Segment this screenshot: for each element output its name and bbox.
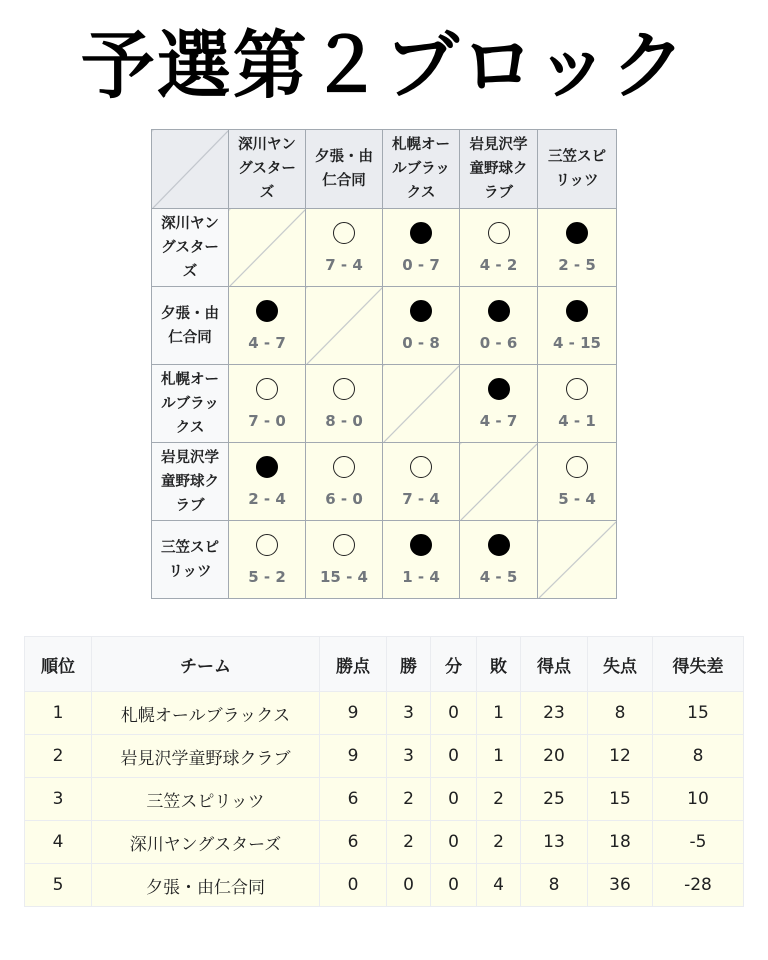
team-cell: 三笠スピリッツ bbox=[92, 778, 320, 821]
draws-cell: 0 bbox=[431, 821, 477, 864]
draws-header: 分 bbox=[431, 637, 477, 692]
matrix-row bbox=[152, 443, 617, 521]
match-score: 4 - 15 bbox=[553, 333, 601, 352]
team-name-line: 童野球ク bbox=[469, 161, 528, 177]
table-row bbox=[25, 778, 744, 821]
team-header: チーム bbox=[92, 637, 320, 692]
losses-cell: 1 bbox=[477, 735, 521, 778]
team-name-line: ルブラッ bbox=[392, 161, 450, 177]
points-cell: 9 bbox=[320, 692, 387, 735]
rank-cell: 1 bbox=[25, 692, 92, 735]
match-result-cell bbox=[383, 443, 460, 521]
match-score: 2 - 4 bbox=[248, 489, 286, 508]
loss-dot-icon bbox=[566, 300, 588, 322]
matrix-diagonal-cell bbox=[306, 287, 383, 365]
wins-cell: 0 bbox=[387, 864, 431, 907]
matrix-column-header bbox=[229, 130, 306, 209]
match-result-cell bbox=[383, 287, 460, 365]
win-circle-icon bbox=[566, 456, 588, 478]
runs-scored-cell: 8 bbox=[521, 864, 588, 907]
match-score: 4 - 1 bbox=[558, 411, 596, 430]
table-row bbox=[25, 864, 744, 907]
team-name-line: グスター bbox=[238, 161, 296, 177]
match-score: 8 - 0 bbox=[325, 411, 363, 430]
wins-cell: 2 bbox=[387, 821, 431, 864]
team-cell: 深川ヤングスターズ bbox=[92, 821, 320, 864]
team-name-line: 札幌オー bbox=[161, 371, 219, 388]
runs-allowed-cell: 12 bbox=[588, 735, 653, 778]
matrix-row bbox=[152, 209, 617, 287]
match-result-cell bbox=[538, 209, 617, 287]
match-score: 1 - 4 bbox=[402, 567, 440, 586]
team-name-line: 童野球ク bbox=[161, 473, 219, 490]
standings-table bbox=[24, 636, 744, 907]
wins-header: 勝 bbox=[387, 637, 431, 692]
loss-dot-icon bbox=[410, 222, 432, 244]
team-name-line: クス bbox=[406, 185, 436, 201]
match-score: 5 - 4 bbox=[558, 489, 596, 508]
wins-cell: 2 bbox=[387, 778, 431, 821]
win-circle-icon bbox=[488, 222, 510, 244]
match-result-cell bbox=[229, 521, 306, 599]
team-name-line: ルブラッ bbox=[161, 395, 219, 412]
matrix-column-header bbox=[383, 130, 460, 209]
runs-allowed-cell: 36 bbox=[588, 864, 653, 907]
team-name-line: リッツ bbox=[555, 173, 599, 189]
team-name-line: 仁合同 bbox=[322, 173, 366, 189]
matrix-column-header bbox=[460, 130, 538, 209]
matrix-row bbox=[152, 287, 617, 365]
matrix-diagonal-cell bbox=[538, 521, 617, 599]
points-cell: 0 bbox=[320, 864, 387, 907]
team-name-line: 三笠スピ bbox=[161, 539, 219, 556]
match-result-cell bbox=[306, 209, 383, 287]
table-row bbox=[25, 735, 744, 778]
matrix-row-header bbox=[152, 287, 229, 365]
team-name-line: 深川ヤン bbox=[161, 215, 219, 232]
matrix-row-header bbox=[152, 521, 229, 599]
team-cell: 岩見沢学童野球クラブ bbox=[92, 735, 320, 778]
match-score: 7 - 4 bbox=[402, 489, 440, 508]
match-score: 7 - 4 bbox=[325, 255, 363, 274]
match-score: 4 - 7 bbox=[248, 333, 286, 352]
run-diff-cell: -28 bbox=[653, 864, 744, 907]
match-result-cell bbox=[306, 521, 383, 599]
draws-cell: 0 bbox=[431, 864, 477, 907]
matrix-row-header bbox=[152, 365, 229, 443]
match-score: 0 - 7 bbox=[402, 255, 440, 274]
team-cell: 札幌オールブラックス bbox=[92, 692, 320, 735]
run-diff-cell: 10 bbox=[653, 778, 744, 821]
loss-dot-icon bbox=[488, 378, 510, 400]
standings-header-row bbox=[25, 637, 744, 692]
team-name-line: 仁合同 bbox=[168, 329, 212, 346]
team-name-line: 夕張・由 bbox=[161, 305, 219, 322]
loss-dot-icon bbox=[410, 300, 432, 322]
match-score: 7 - 0 bbox=[248, 411, 286, 430]
match-score: 0 - 6 bbox=[479, 333, 518, 352]
rank-cell: 3 bbox=[25, 778, 92, 821]
draws-cell: 0 bbox=[431, 692, 477, 735]
match-score: 0 - 8 bbox=[402, 333, 440, 352]
match-score: 4 - 2 bbox=[479, 255, 518, 274]
runs-scored-cell: 20 bbox=[521, 735, 588, 778]
match-result-cell bbox=[538, 365, 617, 443]
results-matrix bbox=[151, 129, 617, 599]
losses-cell: 1 bbox=[477, 692, 521, 735]
points-cell: 6 bbox=[320, 778, 387, 821]
team-name-line: リッツ bbox=[168, 563, 212, 580]
match-score: 15 - 4 bbox=[320, 567, 368, 586]
match-score: 5 - 2 bbox=[248, 567, 286, 586]
team-name-line: ラブ bbox=[484, 185, 513, 201]
runs-allowed-cell: 15 bbox=[588, 778, 653, 821]
team-cell: 夕張・由仁合同 bbox=[92, 864, 320, 907]
match-result-cell bbox=[229, 443, 306, 521]
runs-scored-header: 得点 bbox=[521, 637, 588, 692]
match-result-cell bbox=[460, 365, 538, 443]
runs-allowed-header: 失点 bbox=[588, 637, 653, 692]
run-diff-header: 得失差 bbox=[653, 637, 744, 692]
run-diff-cell: 15 bbox=[653, 692, 744, 735]
match-score: 6 - 0 bbox=[325, 489, 363, 508]
losses-cell: 2 bbox=[477, 778, 521, 821]
match-result-cell bbox=[460, 521, 538, 599]
matrix-header-row bbox=[152, 130, 617, 209]
match-result-cell bbox=[229, 287, 306, 365]
matrix-row-header bbox=[152, 209, 229, 287]
wins-cell: 3 bbox=[387, 692, 431, 735]
win-circle-icon bbox=[333, 534, 355, 556]
team-name-line: ズ bbox=[259, 185, 275, 201]
team-name-line: 札幌オー bbox=[392, 137, 450, 153]
team-name-line: 岩見沢学 bbox=[161, 449, 219, 466]
team-name-line: ズ bbox=[182, 263, 198, 280]
match-result-cell bbox=[460, 209, 538, 287]
draws-cell: 0 bbox=[431, 735, 477, 778]
run-diff-cell: -5 bbox=[653, 821, 744, 864]
points-header: 勝点 bbox=[320, 637, 387, 692]
match-score: 4 - 7 bbox=[479, 411, 518, 430]
matrix-row bbox=[152, 521, 617, 599]
team-name-line: 深川ヤン bbox=[238, 137, 296, 153]
matrix-row-header bbox=[152, 443, 229, 521]
run-diff-cell: 8 bbox=[653, 735, 744, 778]
points-cell: 9 bbox=[320, 735, 387, 778]
runs-scored-cell: 25 bbox=[521, 778, 588, 821]
runs-allowed-cell: 8 bbox=[588, 692, 653, 735]
team-name-line: ラブ bbox=[175, 497, 205, 514]
loss-dot-icon bbox=[566, 222, 588, 244]
table-row bbox=[25, 692, 744, 735]
runs-scored-cell: 13 bbox=[521, 821, 588, 864]
match-result-cell bbox=[306, 443, 383, 521]
team-name-line: 三笠スピ bbox=[548, 149, 606, 165]
wins-cell: 3 bbox=[387, 735, 431, 778]
win-circle-icon bbox=[333, 222, 355, 244]
runs-allowed-cell: 18 bbox=[588, 821, 653, 864]
points-cell: 6 bbox=[320, 821, 387, 864]
matrix-diagonal-cell bbox=[229, 209, 306, 287]
loss-dot-icon bbox=[256, 456, 278, 478]
table-row bbox=[25, 821, 744, 864]
win-circle-icon bbox=[333, 456, 355, 478]
rank-cell: 4 bbox=[25, 821, 92, 864]
match-result-cell bbox=[538, 443, 617, 521]
team-name-line: 岩見沢学 bbox=[469, 137, 528, 153]
losses-header: 敗 bbox=[477, 637, 521, 692]
match-result-cell bbox=[383, 521, 460, 599]
match-result-cell bbox=[229, 365, 306, 443]
win-circle-icon bbox=[333, 378, 355, 400]
match-result-cell bbox=[383, 209, 460, 287]
matrix-corner-cell bbox=[152, 130, 229, 209]
match-score: 2 - 5 bbox=[558, 255, 596, 274]
win-circle-icon bbox=[256, 534, 278, 556]
win-circle-icon bbox=[410, 456, 432, 478]
losses-cell: 4 bbox=[477, 864, 521, 907]
match-result-cell bbox=[538, 287, 617, 365]
rank-cell: 5 bbox=[25, 864, 92, 907]
rank-cell: 2 bbox=[25, 735, 92, 778]
team-name-line: 夕張・由 bbox=[315, 149, 373, 165]
page-title: 予選第２ブロック bbox=[80, 23, 688, 109]
loss-dot-icon bbox=[410, 534, 432, 556]
matrix-diagonal-cell bbox=[460, 443, 538, 521]
matrix-row bbox=[152, 365, 617, 443]
match-score: 4 - 5 bbox=[479, 567, 518, 586]
team-name-line: クス bbox=[175, 419, 205, 436]
losses-cell: 2 bbox=[477, 821, 521, 864]
win-circle-icon bbox=[256, 378, 278, 400]
loss-dot-icon bbox=[256, 300, 278, 322]
loss-dot-icon bbox=[488, 300, 510, 322]
win-circle-icon bbox=[566, 378, 588, 400]
matrix-column-header bbox=[538, 130, 617, 209]
matrix-diagonal-cell bbox=[383, 365, 460, 443]
matrix-column-header bbox=[306, 130, 383, 209]
match-result-cell bbox=[306, 365, 383, 443]
rank-header: 順位 bbox=[25, 637, 92, 692]
match-result-cell bbox=[460, 287, 538, 365]
draws-cell: 0 bbox=[431, 778, 477, 821]
team-name-line: グスター bbox=[161, 239, 219, 256]
loss-dot-icon bbox=[488, 534, 510, 556]
runs-scored-cell: 23 bbox=[521, 692, 588, 735]
